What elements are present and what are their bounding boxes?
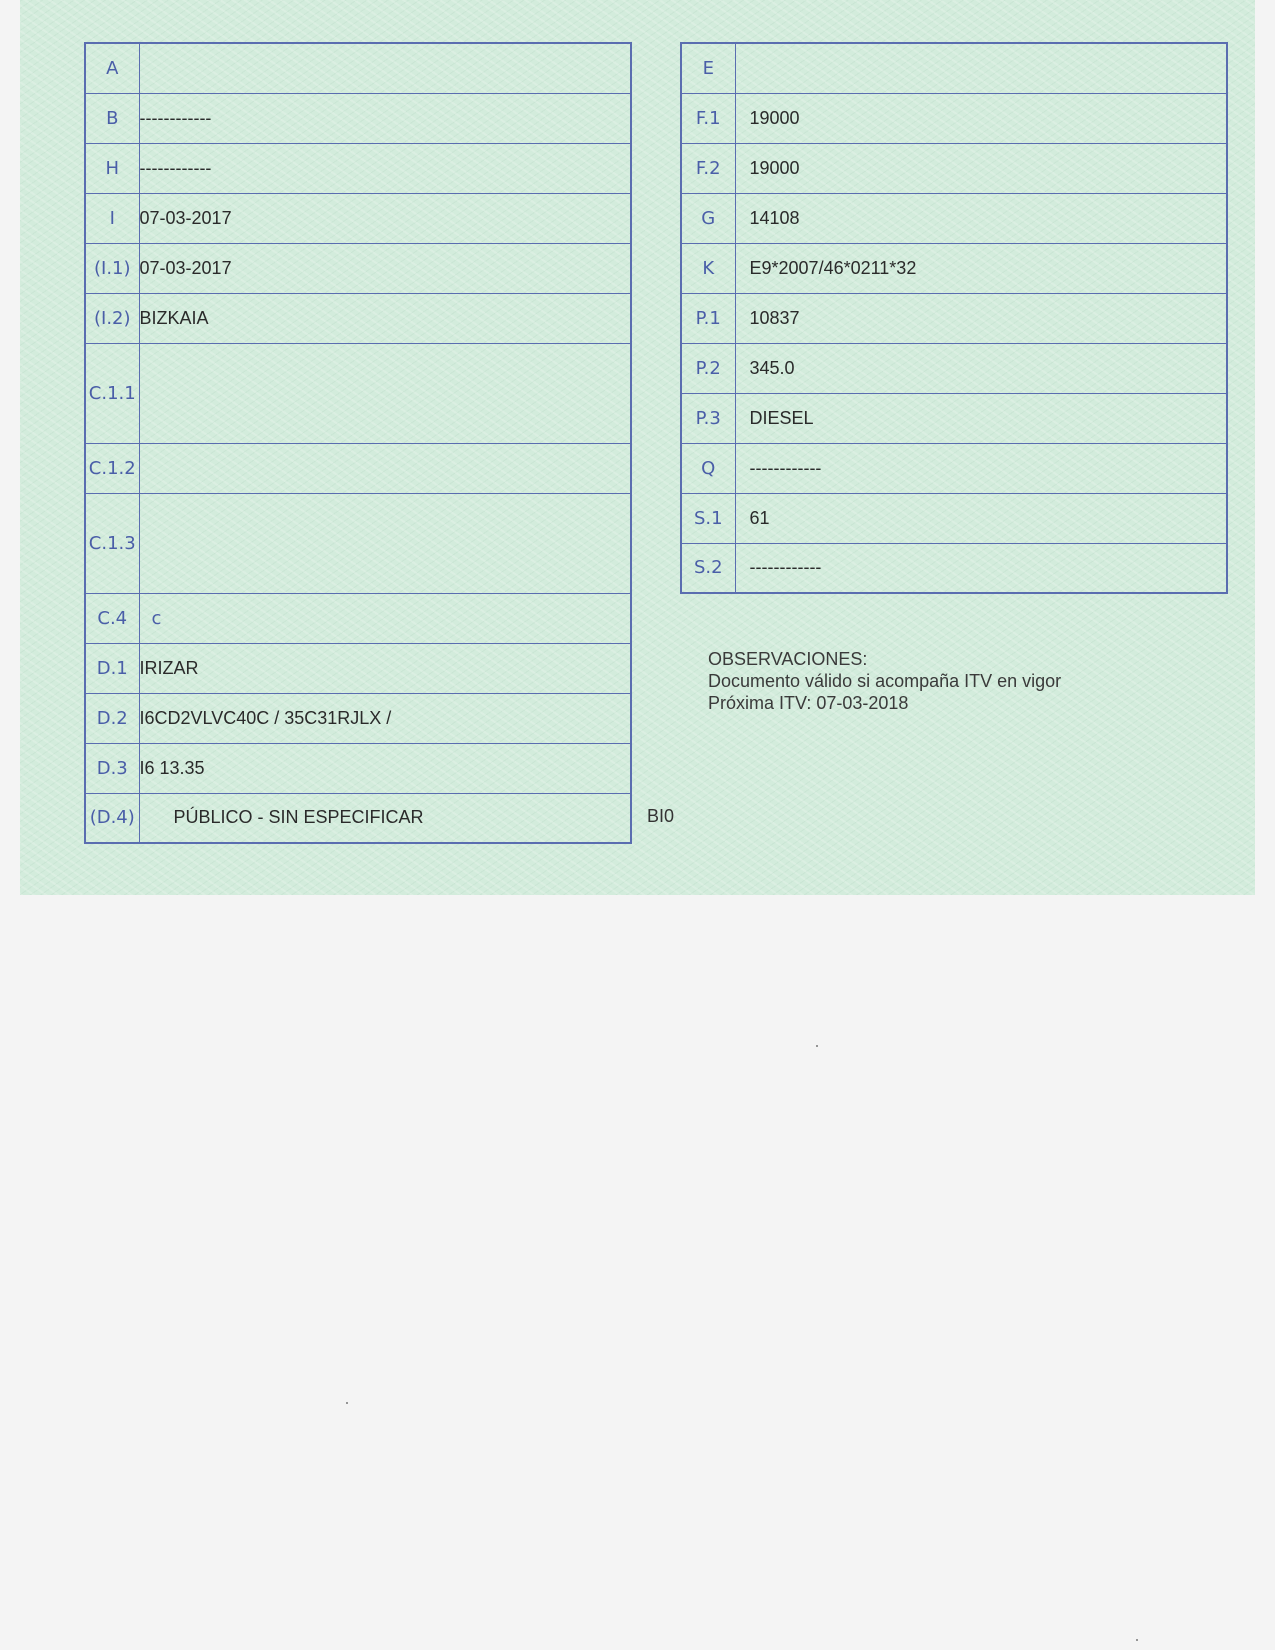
scan-speck — [1136, 1639, 1138, 1641]
field-label: K — [681, 243, 735, 293]
field-value: E9*2007/46*0211*32 — [735, 243, 1227, 293]
field-label: C.1.2 — [85, 443, 139, 493]
field-value: ------------ — [735, 443, 1227, 493]
field-row-k — [681, 243, 1227, 293]
field-value: ------------ — [139, 143, 631, 193]
field-row-i1 — [85, 243, 631, 293]
field-row-p2 — [681, 343, 1227, 393]
field-label: (I.2) — [85, 293, 139, 343]
field-label: F.2 — [681, 143, 735, 193]
field-value — [139, 343, 631, 443]
province-code: BI0 — [647, 806, 675, 826]
scan-speck — [346, 1402, 348, 1404]
field-row-a — [85, 43, 631, 93]
field-value: I6CD2VLVC40C / 35C31RJLX / — [139, 693, 631, 743]
field-value: 14108 — [735, 193, 1227, 243]
field-label: G — [681, 193, 735, 243]
field-row-c11 — [85, 343, 631, 443]
scan-speck — [816, 1045, 818, 1047]
field-label: (D.4) — [85, 793, 139, 843]
field-label: D.3 — [85, 743, 139, 793]
field-value — [139, 493, 631, 593]
field-value: 61 — [735, 493, 1227, 543]
observations-title: OBSERVACIONES: — [708, 649, 868, 669]
field-row-g — [681, 193, 1227, 243]
field-value: 345.0 — [735, 343, 1227, 393]
field-value: 19000 — [735, 143, 1227, 193]
field-row-d4 — [85, 793, 631, 843]
field-label: F.1 — [681, 93, 735, 143]
field-value: IRIZAR — [139, 643, 631, 693]
field-row-p3 — [681, 393, 1227, 443]
field-row-s1 — [681, 493, 1227, 543]
field-value: DIESEL — [735, 393, 1227, 443]
field-label: S.1 — [681, 493, 735, 543]
field-value: 19000 — [735, 93, 1227, 143]
field-label: I — [85, 193, 139, 243]
field-value: 07-03-2017 — [139, 193, 631, 243]
left-field-table — [84, 42, 632, 844]
field-row-p1 — [681, 293, 1227, 343]
field-label: (I.1) — [85, 243, 139, 293]
field-value — [139, 43, 631, 93]
field-row-c12 — [85, 443, 631, 493]
field-label: S.2 — [681, 543, 735, 593]
field-row-c13 — [85, 493, 631, 593]
vehicle-registration-card — [20, 0, 1255, 895]
observations-block — [708, 648, 1061, 714]
field-row-e — [681, 43, 1227, 93]
field-value — [139, 443, 631, 493]
field-row-d1 — [85, 643, 631, 693]
field-row-d2 — [85, 693, 631, 743]
field-label: D.1 — [85, 643, 139, 693]
observations-line-2: Próxima ITV: 07-03-2018 — [708, 693, 909, 713]
field-value: I6 13.35 — [139, 743, 631, 793]
field-value: c — [139, 593, 631, 643]
observations-line-1: Documento válido si acompaña ITV en vigor — [708, 671, 1062, 691]
field-label: C.1.1 — [85, 343, 139, 443]
field-label: P.2 — [681, 343, 735, 393]
field-value: PÚBLICO - SIN ESPECIFICAR — [139, 793, 631, 843]
field-row-i — [85, 193, 631, 243]
field-label: C.1.3 — [85, 493, 139, 593]
field-value — [735, 43, 1227, 93]
field-row-c4 — [85, 593, 631, 643]
field-row-f2 — [681, 143, 1227, 193]
field-value: 07-03-2017 — [139, 243, 631, 293]
field-row-s2 — [681, 543, 1227, 593]
field-label: B — [85, 93, 139, 143]
field-label: C.4 — [85, 593, 139, 643]
field-row-i2 — [85, 293, 631, 343]
field-label: A — [85, 43, 139, 93]
field-value: BIZKAIA — [139, 293, 631, 343]
field-row-q — [681, 443, 1227, 493]
field-label: P.1 — [681, 293, 735, 343]
field-label: P.3 — [681, 393, 735, 443]
field-label: D.2 — [85, 693, 139, 743]
field-label: Q — [681, 443, 735, 493]
right-field-table — [680, 42, 1228, 594]
field-row-b — [85, 93, 631, 143]
field-row-h — [85, 143, 631, 193]
field-row-d3 — [85, 743, 631, 793]
field-row-f1 — [681, 93, 1227, 143]
field-value: 10837 — [735, 293, 1227, 343]
field-label: E — [681, 43, 735, 93]
field-label: H — [85, 143, 139, 193]
field-value: ------------ — [735, 543, 1227, 593]
field-value: ------------ — [139, 93, 631, 143]
